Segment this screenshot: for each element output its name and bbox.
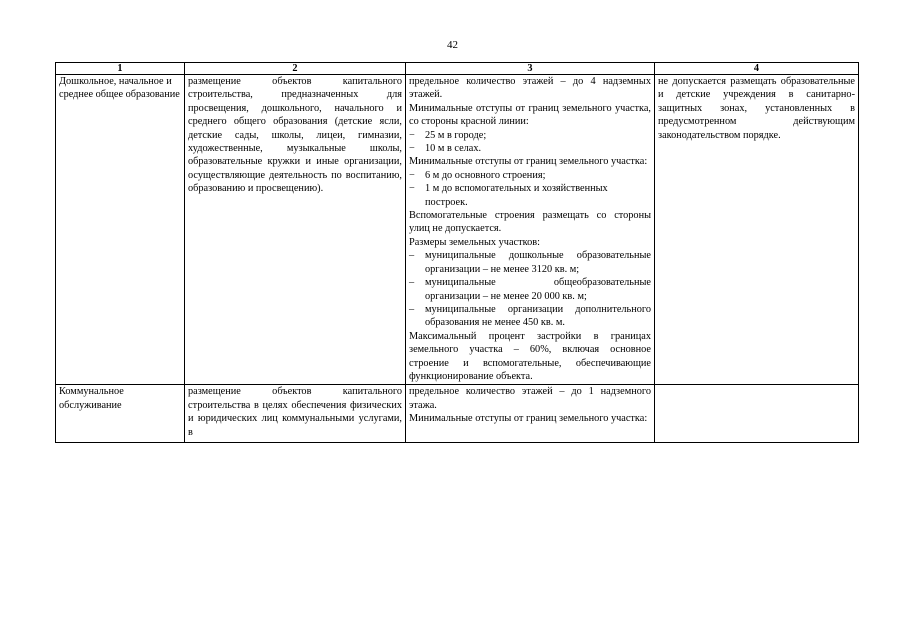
dash-marker: −: [409, 169, 415, 181]
column-header-2: 2: [185, 63, 406, 75]
dash-marker: −: [409, 183, 415, 195]
list-item: − 25 м в городе;: [409, 129, 487, 141]
use-description: размещение объектов капитального строительства в целях обеспечения физических и юридических лиц коммунальными услугами, в: [188, 386, 402, 438]
description-cell: [185, 385, 406, 443]
list-item: − 1 м до вспомогательных и хозяйственных построек.: [409, 183, 608, 208]
parameter-text: предельное количество этажей – до 4 надземных этажей.: [409, 76, 651, 101]
parameter-text: Минимальные отступы от границ земельного участка:: [409, 413, 648, 425]
regulations-table: [55, 62, 859, 443]
list-item: − 10 м в селах.: [409, 143, 482, 155]
use-description: размещение объектов капитального строительства, предназначенных для просвещения, дошкольного, начального и среднего общего образования (детские ясли, детские сады, школы, лицеи, гимназии, художественные, музыкальные школы, образовательные кружки и иные организации, осуществляющие деятельность по воспитанию, образованию и просвещению).: [188, 76, 402, 195]
parameters-cell: [406, 75, 655, 385]
parameters-cell: [406, 385, 655, 443]
description-cell: [185, 75, 406, 385]
dash-marker: –: [409, 277, 415, 289]
parameter-text: предельное количество этажей – до 1 надземного этажа.: [409, 386, 651, 411]
land-use-type: Коммунальное обслуживание: [59, 386, 124, 411]
dash-marker: −: [409, 143, 415, 155]
restriction-text: не допускается размещать образовательные и детские учреждения в санитарно-защитных зонах, установленных в предусмотренном действующим законодательством порядке.: [658, 76, 855, 141]
list-item: – муниципальные организации дополнительного образования не менее 450 кв. м.: [409, 303, 651, 329]
land-use-type-cell: [56, 385, 185, 443]
restrictions-cell: [655, 385, 859, 443]
column-header-3: 3: [406, 63, 655, 75]
parameter-text: Минимальные отступы от границ земельного участка:: [409, 156, 648, 168]
list-item: – муниципальные общеобразовательные организации – не менее 20 000 кв. м;: [409, 277, 651, 302]
land-use-type: Дошкольное, начальное и среднее общее образование: [59, 76, 180, 101]
restrictions-cell: [655, 75, 859, 385]
dash-marker: –: [409, 250, 415, 262]
table-row: [56, 385, 859, 443]
parameter-text: Минимальные отступы от границ земельного участка, со стороны красной линии:: [409, 102, 651, 128]
parameter-text: Размеры земельных участков:: [409, 236, 540, 248]
list-item: − 6 м до основного строения;: [409, 169, 546, 181]
list-item: – муниципальные дошкольные образовательные организации – не менее 3120 кв. м;: [409, 250, 651, 275]
table-row: [56, 75, 859, 385]
parameter-text: Вспомогательные строения размещать со стороны улиц не допускается.: [409, 210, 651, 235]
column-header-1: 1: [56, 63, 185, 75]
dash-marker: –: [409, 303, 415, 315]
column-header-4: 4: [655, 63, 859, 75]
dash-marker: −: [409, 129, 415, 141]
page-number: 42: [447, 39, 458, 51]
parameter-text: Максимальный процент застройки в границах земельного участка – 60%, включая основное строение и вспомогательные, обеспечивающие функционирование объекта.: [409, 330, 651, 382]
header-row: [56, 63, 859, 75]
land-use-type-cell: [56, 75, 185, 385]
